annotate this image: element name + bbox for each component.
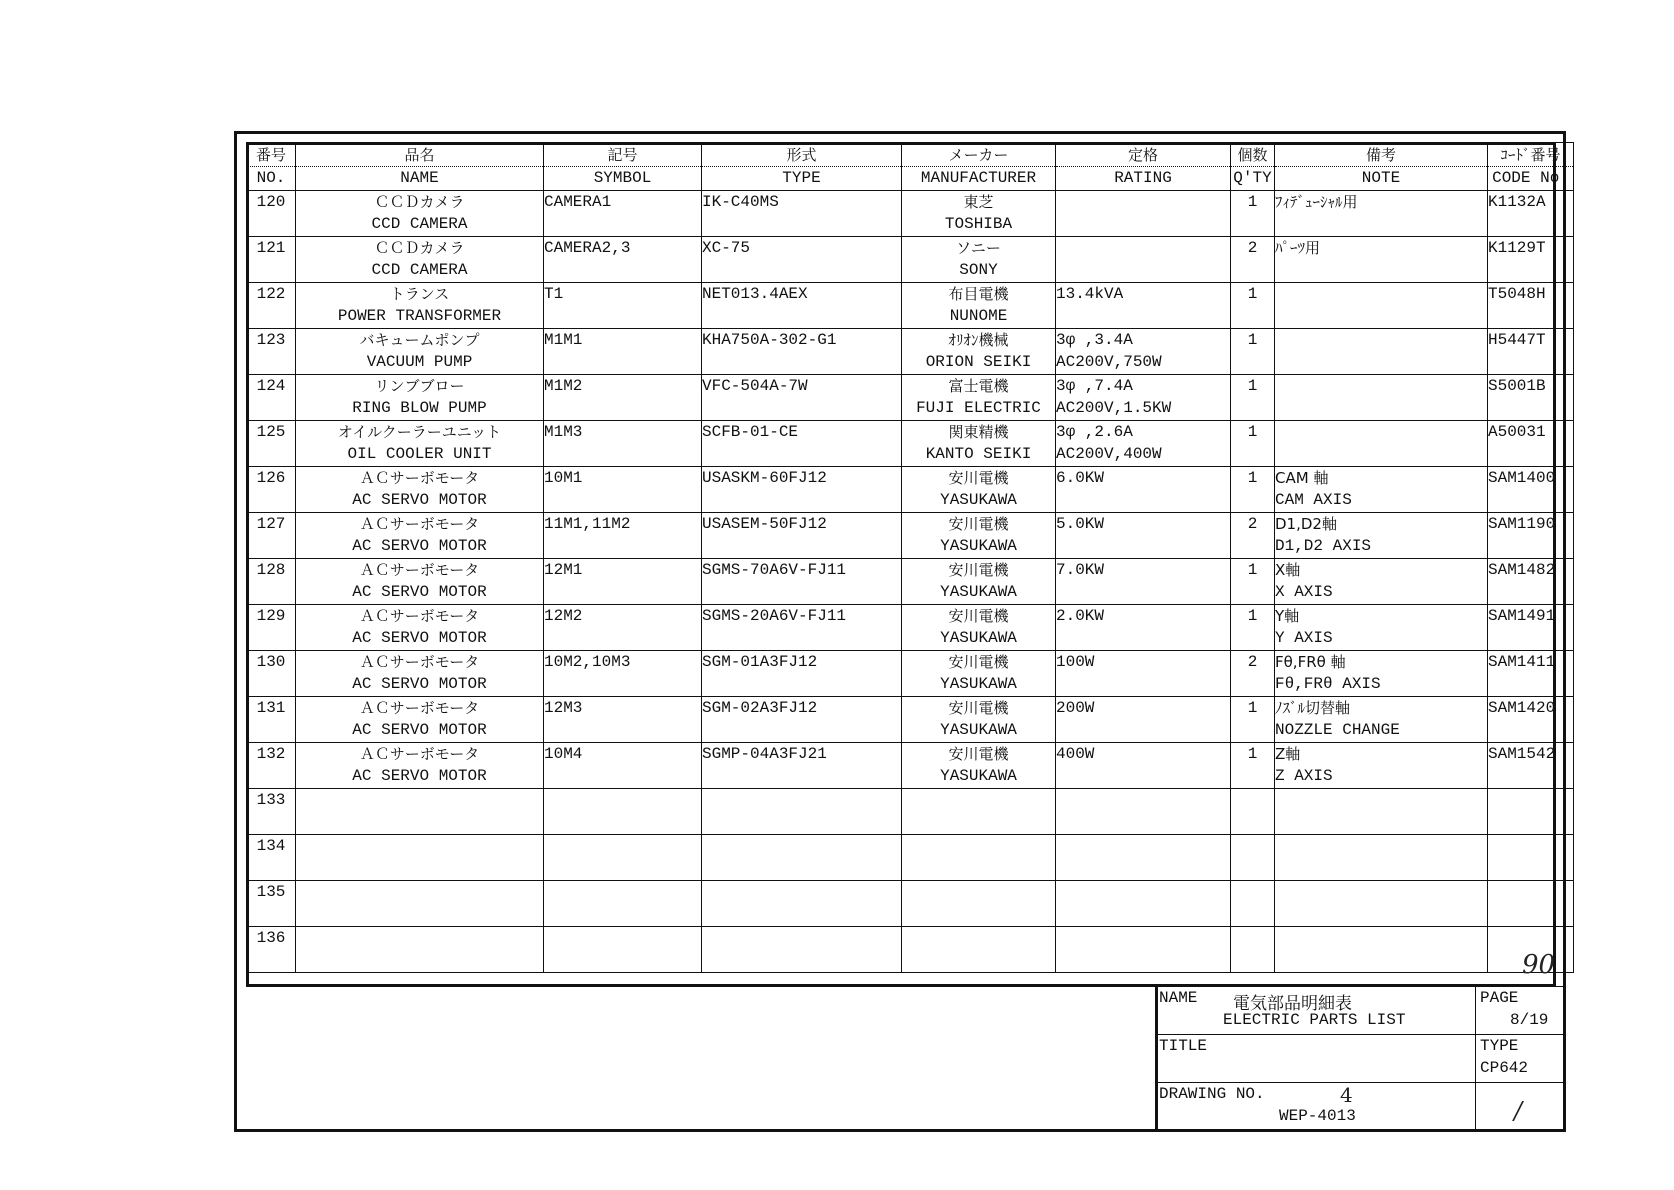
- note-cell: CAM 軸 CAM AXIS: [1275, 467, 1488, 513]
- page-label: PAGE: [1480, 989, 1519, 1007]
- title-block: [1155, 986, 1566, 1132]
- note-cell: ﾊﾟｰﾂ用: [1275, 237, 1488, 283]
- part-name: リンブブロー RING BLOW PUMP: [296, 375, 544, 421]
- symbol-cell: 11M1,11M2: [544, 513, 702, 559]
- row-number: 136: [247, 927, 296, 973]
- code-cell: K1129T: [1488, 237, 1574, 283]
- note-cell: Y軸 Y AXIS: [1275, 605, 1488, 651]
- sheet-name-jp: 電気部品明細表: [1233, 994, 1352, 1014]
- drawing-number-label: DRAWING NO.: [1159, 1085, 1265, 1103]
- type-cell: XC-75: [702, 237, 902, 283]
- code-cell: S5001B: [1488, 375, 1574, 421]
- handwritten-slash: /: [1514, 1097, 1523, 1125]
- col-header-qty: 個数 Q'TY: [1231, 143, 1275, 191]
- rating-cell: 200W: [1056, 697, 1231, 743]
- part-name: ＣＣＤカメラ CCD CAMERA: [296, 237, 544, 283]
- row-number: 131: [247, 697, 296, 743]
- col-header-rating: 定格 RATING: [1056, 143, 1231, 191]
- symbol-cell: CAMERA1: [544, 191, 702, 237]
- quantity-cell: 1: [1231, 743, 1275, 789]
- manufacturer-cell: 布目電機 NUNOME: [902, 283, 1056, 329]
- col-header-type: 形式 TYPE: [702, 143, 902, 191]
- row-number: 126: [247, 467, 296, 513]
- part-name: ＡＣサーボモータ AC SERVO MOTOR: [296, 743, 544, 789]
- code-cell: H5447T: [1488, 329, 1574, 375]
- manufacturer-cell: 安川電機 YASUKAWA: [902, 605, 1056, 651]
- symbol-cell: M1M3: [544, 421, 702, 467]
- symbol-cell: 12M3: [544, 697, 702, 743]
- manufacturer-cell: 関東精機 KANTO SEIKI: [902, 421, 1056, 467]
- manufacturer-cell: ｵﾘｵﾝ機械 ORION SEIKI: [902, 329, 1056, 375]
- note-cell: Fθ,FRθ 軸 Fθ,FRθ AXIS: [1275, 651, 1488, 697]
- col-header-code: ｺｰﾄﾞ番号 CODE No.: [1488, 143, 1574, 191]
- symbol-cell: T1: [544, 283, 702, 329]
- symbol-cell: 10M4: [544, 743, 702, 789]
- quantity-cell: 2: [1231, 237, 1275, 283]
- symbol-cell: 12M2: [544, 605, 702, 651]
- part-name: オイルクーラーユニット OIL COOLER UNIT: [296, 421, 544, 467]
- quantity-cell: 2: [1231, 651, 1275, 697]
- rating-cell: 13.4kVA: [1056, 283, 1231, 329]
- row-number: 120: [247, 191, 296, 237]
- name-label: NAME: [1159, 989, 1198, 1007]
- part-name: ＡＣサーボモータ AC SERVO MOTOR: [296, 697, 544, 743]
- type-value: CP642: [1480, 1059, 1529, 1077]
- type-cell: IK-C40MS: [702, 191, 902, 237]
- code-cell: SAM1482: [1488, 559, 1574, 605]
- manufacturer-cell: 東芝 TOSHIBA: [902, 191, 1056, 237]
- col-header-symbol: 記号 SYMBOL: [544, 143, 702, 191]
- col-header-manufacturer: メーカー MANUFACTURER: [902, 143, 1056, 191]
- manufacturer-cell: 安川電機 YASUKAWA: [902, 559, 1056, 605]
- symbol-cell: CAMERA2,3: [544, 237, 702, 283]
- row-number: 122: [247, 283, 296, 329]
- code-cell: SAM1400: [1488, 467, 1574, 513]
- quantity-cell: 1: [1231, 421, 1275, 467]
- type-cell: SGM-02A3FJ12: [702, 697, 902, 743]
- quantity-cell: 1: [1231, 191, 1275, 237]
- row-number: 127: [247, 513, 296, 559]
- code-cell: K1132A: [1488, 191, 1574, 237]
- part-name: ＡＣサーボモータ AC SERVO MOTOR: [296, 559, 544, 605]
- rating-cell: 5.0KW: [1056, 513, 1231, 559]
- title-block-drawing-row: [1155, 1082, 1566, 1132]
- row-number: 125: [247, 421, 296, 467]
- drawing-number-value: WEP-4013: [1279, 1107, 1356, 1125]
- handwritten-corner-mark: 90: [1522, 950, 1556, 980]
- quantity-cell: 2: [1231, 513, 1275, 559]
- code-cell: SAM1491: [1488, 605, 1574, 651]
- rating-cell: 3φ ,3.4A AC200V,750W: [1056, 329, 1231, 375]
- row-number: 132: [247, 743, 296, 789]
- page-value: 8/19: [1510, 1011, 1549, 1029]
- type-cell: SCFB-01-CE: [702, 421, 902, 467]
- rating-cell: 3φ ,2.6A AC200V,400W: [1056, 421, 1231, 467]
- type-cell: SGM-01A3FJ12: [702, 651, 902, 697]
- code-cell: SAM1190: [1488, 513, 1574, 559]
- type-cell: USASEM-50FJ12: [702, 513, 902, 559]
- sheet-name-en: ELECTRIC PARTS LIST: [1223, 1011, 1406, 1029]
- note-cell: ﾉｽﾞﾙ切替軸 NOZZLE CHANGE: [1275, 697, 1488, 743]
- row-number: 133: [247, 789, 296, 835]
- manufacturer-cell: 富士電機 FUJI ELECTRIC: [902, 375, 1056, 421]
- rating-cell: 2.0KW: [1056, 605, 1231, 651]
- manufacturer-cell: 安川電機 YASUKAWA: [902, 513, 1056, 559]
- type-cell: SGMS-20A6V-FJ11: [702, 605, 902, 651]
- note-cell: X軸 X AXIS: [1275, 559, 1488, 605]
- type-cell: VFC-504A-7W: [702, 375, 902, 421]
- symbol-cell: 12M1: [544, 559, 702, 605]
- rating-cell: 100W: [1056, 651, 1231, 697]
- part-name: ＣＣＤカメラ CCD CAMERA: [296, 191, 544, 237]
- rating-cell: 400W: [1056, 743, 1231, 789]
- manufacturer-cell: 安川電機 YASUKAWA: [902, 697, 1056, 743]
- row-number: 134: [247, 835, 296, 881]
- row-number: 121: [247, 237, 296, 283]
- manufacturer-cell: 安川電機 YASUKAWA: [902, 651, 1056, 697]
- quantity-cell: 1: [1231, 375, 1275, 421]
- part-name: ＡＣサーボモータ AC SERVO MOTOR: [296, 513, 544, 559]
- symbol-cell: 10M2,10M3: [544, 651, 702, 697]
- row-number: 135: [247, 881, 296, 927]
- quantity-cell: 1: [1231, 467, 1275, 513]
- rating-cell: 6.0KW: [1056, 467, 1231, 513]
- quantity-cell: 1: [1231, 559, 1275, 605]
- row-number: 124: [247, 375, 296, 421]
- title-block-name-row: [1155, 986, 1566, 1034]
- col-header-name: 品名 NAME: [296, 143, 544, 191]
- manufacturer-cell: 安川電機 YASUKAWA: [902, 467, 1056, 513]
- code-cell: A50031: [1488, 421, 1574, 467]
- symbol-cell: M1M2: [544, 375, 702, 421]
- title-block-title-row: [1155, 1034, 1566, 1082]
- quantity-cell: 1: [1231, 329, 1275, 375]
- part-name: ＡＣサーボモータ AC SERVO MOTOR: [296, 467, 544, 513]
- code-cell: SAM1420: [1488, 697, 1574, 743]
- code-cell: SAM1542: [1488, 743, 1574, 789]
- type-cell: KHA750A-302-G1: [702, 329, 902, 375]
- code-cell: SAM1411: [1488, 651, 1574, 697]
- quantity-cell: 1: [1231, 283, 1275, 329]
- rating-cell: 3φ ,7.4A AC200V,1.5KW: [1056, 375, 1231, 421]
- col-header-note: 備考 NOTE: [1275, 143, 1488, 191]
- part-name: ＡＣサーボモータ AC SERVO MOTOR: [296, 605, 544, 651]
- note-cell: D1,D2軸 D1,D2 AXIS: [1275, 513, 1488, 559]
- row-number: 130: [247, 651, 296, 697]
- symbol-cell: M1M1: [544, 329, 702, 375]
- code-cell: T5048H: [1488, 283, 1574, 329]
- type-label: TYPE: [1480, 1037, 1519, 1055]
- type-cell: SGMS-70A6V-FJ11: [702, 559, 902, 605]
- quantity-cell: 1: [1231, 605, 1275, 651]
- row-number: 123: [247, 329, 296, 375]
- part-name: トランス POWER TRANSFORMER: [296, 283, 544, 329]
- part-name: バキュームポンプ VACUUM PUMP: [296, 329, 544, 375]
- manufacturer-cell: ソニー SONY: [902, 237, 1056, 283]
- row-number: 128: [247, 559, 296, 605]
- type-cell: SGMP-04A3FJ21: [702, 743, 902, 789]
- title-label: TITLE: [1159, 1037, 1208, 1055]
- table-frame: [246, 142, 1556, 987]
- type-cell: NET013.4AEX: [702, 283, 902, 329]
- type-cell: USASKM-60FJ12: [702, 467, 902, 513]
- symbol-cell: 10M1: [544, 467, 702, 513]
- quantity-cell: 1: [1231, 697, 1275, 743]
- note-cell: Z軸 Z AXIS: [1275, 743, 1488, 789]
- part-name: ＡＣサーボモータ AC SERVO MOTOR: [296, 651, 544, 697]
- note-cell: ﾌｨﾃﾞｭｰｼｬﾙ用: [1275, 191, 1488, 237]
- handwritten-revision-4: 4: [1340, 1083, 1353, 1107]
- rating-cell: 7.0KW: [1056, 559, 1231, 605]
- row-number: 129: [247, 605, 296, 651]
- col-header-no: 番号 NO.: [247, 143, 296, 191]
- manufacturer-cell: 安川電機 YASUKAWA: [902, 743, 1056, 789]
